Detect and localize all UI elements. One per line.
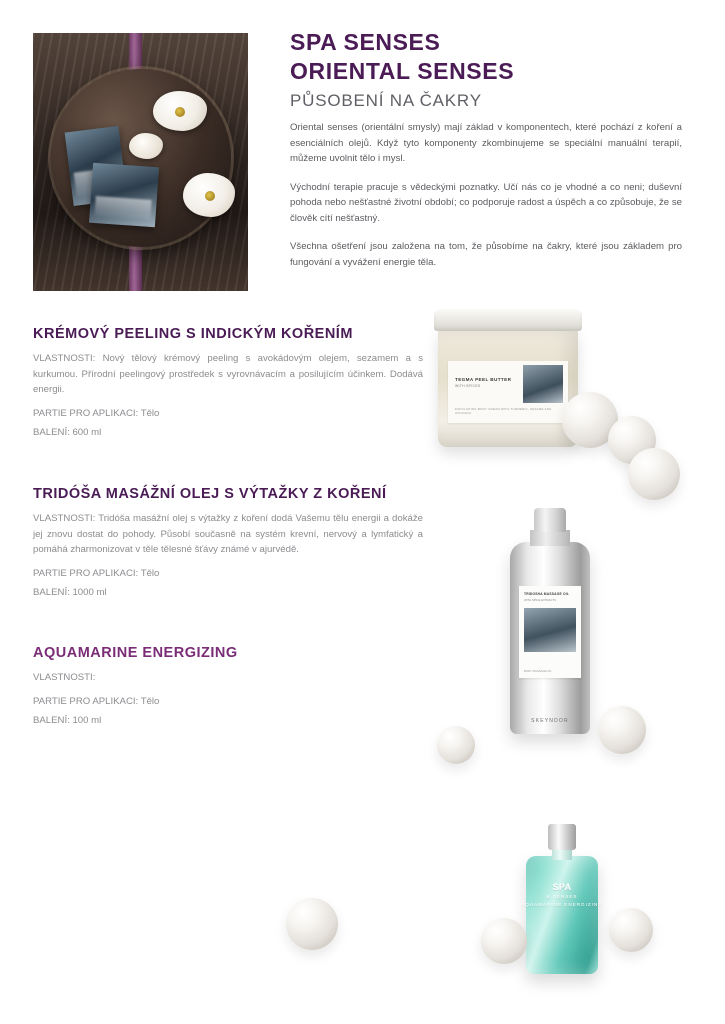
product-description: VLASTNOSTI: Tridóša masážní olej s výtažky z koření dodá Vašemu tělu energii a dokáže jej znovu dostat do pohody. Působí současně na systém krevní, nervový a lymfatický a pomáhá zharmonizovat v těle tělesné šťávy známé v ajurvédě. bbox=[33, 513, 423, 556]
product-section-tridosha-oil bbox=[33, 486, 423, 605]
intro-paragraph: Oriental senses (orientální smysly) mají základ v komponentech, které pochází z koření a esenciálních olejů. Když tyto komponenty zkombinujeme se speciální manuální terapií, můžeme uvolnit tělo i mysl. bbox=[290, 122, 682, 165]
intro-text-block bbox=[290, 120, 682, 283]
flacon-brand-line2: & SENSES bbox=[546, 894, 578, 900]
flacon-brand-text bbox=[521, 882, 603, 907]
flacon-body bbox=[526, 856, 598, 974]
intro-paragraph: Východní terapie pracuje s vědeckými poznatky. Učí nás co je vhodné a co neni; duševní pohoda nebo nešťastné životní období; co podporuje radost a úspěch a co způsobuje, že se člověk cítí nešťastný. bbox=[290, 181, 682, 224]
page-title-block bbox=[290, 28, 690, 111]
hero-photo-orchid-small bbox=[129, 133, 163, 159]
product-title: AQUAMARINE ENERGIZING bbox=[33, 645, 238, 661]
jar-label-subtitle: WITH SPICES bbox=[455, 384, 481, 388]
decorative-pearl bbox=[286, 898, 338, 950]
product-packaging: BALENÍ: 100 ml bbox=[33, 715, 102, 727]
decorative-pearl bbox=[628, 448, 680, 500]
product-packaging: BALENÍ: 600 ml bbox=[33, 427, 102, 439]
bottle-label-title: TRIDOSHA MASSAGE OIL bbox=[524, 592, 570, 596]
jar-label-footer: EXFOLIATING BODY CREAM WITH TURMERIC, SESAME AND AVOCADO bbox=[455, 407, 552, 415]
bottle-brand: SKEYNDOR bbox=[531, 718, 569, 724]
product-title: KRÉMOVÝ PEELING S INDICKÝM KOŘENÍM bbox=[33, 326, 353, 342]
hero-photo-card-b bbox=[89, 163, 159, 227]
hero-photo-orchid-top-core bbox=[175, 107, 185, 117]
decorative-pearl bbox=[437, 726, 475, 764]
flacon-brand-line3: AQUAMARINE ENERGIZING bbox=[521, 901, 603, 907]
product-section-cream-peeling bbox=[33, 326, 423, 445]
product-description: VLASTNOSTI: Nový tělový krémový peeling s avokádovým olejem, sezamem a s kurkumou. Přírodní peelingový prostředek s vyrovnávacím a posilujícím účinkem. Dodává energii. bbox=[33, 353, 423, 396]
product-image-aquamarine-flacon bbox=[521, 824, 603, 976]
flacon-brand-line1: SPA bbox=[552, 882, 572, 892]
product-application: PARTIE PRO APLIKACI: Tělo bbox=[33, 695, 160, 707]
hero-photo-orchid-bottom-core bbox=[205, 191, 215, 201]
bottle-label-subtitle: WITH SPICE EXTRACTS bbox=[524, 598, 557, 602]
decorative-pearl bbox=[598, 706, 646, 754]
hero-photo bbox=[33, 33, 248, 291]
product-packaging: BALENÍ: 1000 ml bbox=[33, 587, 107, 599]
page-subtitle: PŮSOBENÍ NA ČAKRY bbox=[290, 90, 482, 110]
bottle-neck bbox=[530, 530, 570, 546]
intro-paragraph: Všechna ošetření jsou založena na tom, že působíme na čakry, které jsou základem pro fungování a vyvážení energie těla. bbox=[290, 241, 682, 268]
bottle-cap bbox=[534, 508, 566, 532]
jar-label bbox=[448, 361, 568, 423]
product-application: PARTIE PRO APLIKACI: Tělo bbox=[33, 567, 160, 579]
product-image-cream-jar bbox=[432, 309, 584, 450]
product-image-massage-oil-bottle bbox=[508, 508, 592, 736]
decorative-pearl bbox=[481, 918, 527, 964]
product-title: TRIDÓŠA MASÁŽNÍ OLEJ S VÝTAŽKY Z KOŘENÍ bbox=[33, 486, 387, 502]
product-section-aquamarine bbox=[33, 645, 423, 733]
jar-label-photo bbox=[523, 365, 563, 403]
flacon-cap bbox=[548, 824, 576, 850]
bottle-label-photo bbox=[524, 608, 576, 652]
product-description: VLASTNOSTI: bbox=[33, 672, 96, 683]
page-title-line-2: ORIENTAL SENSES bbox=[290, 58, 515, 85]
product-application: PARTIE PRO APLIKACI: Tělo bbox=[33, 407, 160, 419]
jar-lid bbox=[434, 309, 582, 331]
page-title-line-1: SPA SENSES bbox=[290, 29, 441, 55]
bottle-label bbox=[519, 586, 581, 678]
decorative-pearl bbox=[609, 908, 653, 952]
bottle-label-footer: BODY MASSAGE OIL bbox=[524, 669, 552, 673]
jar-label-title: TEGMA PEEL BUTTER bbox=[455, 377, 512, 382]
